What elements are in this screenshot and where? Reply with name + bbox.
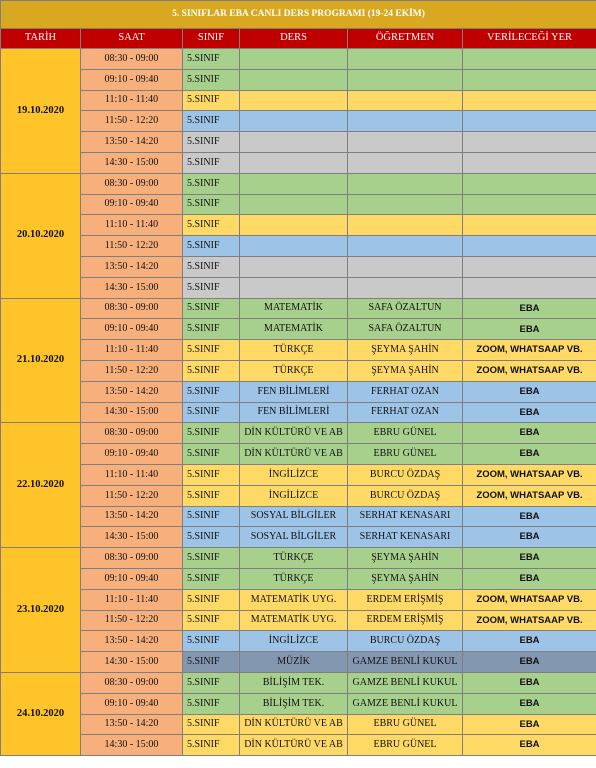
teacher-cell: [348, 90, 463, 111]
lesson-cell: İNGİLİZCE: [240, 631, 348, 652]
lesson-cell: MATEMATİK UYG.: [240, 610, 348, 631]
class-cell: 5.SINIF: [183, 49, 240, 70]
header-class: SINIF: [183, 29, 240, 49]
schedule-row: [1, 277, 596, 298]
place-cell: [463, 90, 596, 111]
lesson-cell: SOSYAL BİLGİLER: [240, 527, 348, 548]
teacher-cell: SAFA ÖZALTUN: [348, 319, 463, 340]
lesson-cell: [240, 90, 348, 111]
place-cell: EBA: [463, 444, 596, 465]
time-cell: 14:30 - 15:00: [81, 735, 183, 756]
class-cell: 5.SINIF: [183, 672, 240, 693]
schedule-row: [1, 589, 596, 610]
lesson-cell: DİN KÜLTÜRÜ VE AB: [240, 714, 348, 735]
lesson-cell: TÜRKÇE: [240, 548, 348, 569]
teacher-cell: GAMZE BENLİ KUKUL: [348, 652, 463, 673]
time-cell: 11:10 - 11:40: [81, 340, 183, 361]
place-cell: EBA: [463, 672, 596, 693]
time-cell: 08:30 - 09:00: [81, 672, 183, 693]
time-cell: 13:50 - 14:20: [81, 381, 183, 402]
teacher-cell: ŞEYMA ŞAHİN: [348, 360, 463, 381]
schedule-row: [1, 340, 596, 361]
teacher-cell: BURCU ÖZDAŞ: [348, 485, 463, 506]
header-date: TARİH: [1, 29, 81, 49]
time-cell: 11:50 - 12:20: [81, 111, 183, 132]
place-cell: ZOOM, WHATSAAP VB.: [463, 589, 596, 610]
lesson-cell: TÜRKÇE: [240, 360, 348, 381]
teacher-cell: EBRU GÜNEL: [348, 423, 463, 444]
schedule-row: [1, 402, 596, 423]
lesson-cell: MATEMATİK: [240, 298, 348, 319]
schedule-row: [1, 444, 596, 465]
teacher-cell: BURCU ÖZDAŞ: [348, 464, 463, 485]
schedule-row: [1, 714, 596, 735]
teacher-cell: [348, 194, 463, 215]
class-cell: 5.SINIF: [183, 485, 240, 506]
teacher-cell: GAMZE BENLİ KUKUL: [348, 693, 463, 714]
time-cell: 09:10 - 09:40: [81, 69, 183, 90]
time-cell: 09:10 - 09:40: [81, 693, 183, 714]
class-cell: 5.SINIF: [183, 568, 240, 589]
class-cell: 5.SINIF: [183, 298, 240, 319]
place-cell: ZOOM, WHATSAAP VB.: [463, 340, 596, 361]
time-cell: 11:50 - 12:20: [81, 236, 183, 257]
lesson-cell: BİLİŞİM TEK.: [240, 672, 348, 693]
schedule-row: [1, 381, 596, 402]
lesson-cell: [240, 215, 348, 236]
class-cell: 5.SINIF: [183, 423, 240, 444]
class-cell: 5.SINIF: [183, 693, 240, 714]
time-cell: 08:30 - 09:00: [81, 548, 183, 569]
place-cell: EBA: [463, 423, 596, 444]
schedule-row: [1, 652, 596, 673]
time-cell: 11:10 - 11:40: [81, 464, 183, 485]
schedule-row: [1, 527, 596, 548]
teacher-cell: BURCU ÖZDAŞ: [348, 631, 463, 652]
schedule-row: [1, 506, 596, 527]
schedule-body: [1, 49, 596, 756]
class-cell: 5.SINIF: [183, 589, 240, 610]
place-cell: EBA: [463, 527, 596, 548]
class-cell: 5.SINIF: [183, 360, 240, 381]
class-cell: 5.SINIF: [183, 69, 240, 90]
lesson-cell: [240, 69, 348, 90]
place-cell: EBA: [463, 298, 596, 319]
place-cell: ZOOM, WHATSAAP VB.: [463, 464, 596, 485]
class-cell: 5.SINIF: [183, 506, 240, 527]
schedule-row: [1, 69, 596, 90]
class-cell: 5.SINIF: [183, 90, 240, 111]
place-cell: EBA: [463, 631, 596, 652]
time-cell: 11:10 - 11:40: [81, 90, 183, 111]
teacher-cell: [348, 256, 463, 277]
teacher-cell: [348, 111, 463, 132]
place-cell: ZOOM, WHATSAAP VB.: [463, 360, 596, 381]
time-cell: 13:50 - 14:20: [81, 132, 183, 153]
date-cell: 24.10.2020: [1, 672, 81, 755]
place-cell: EBA: [463, 735, 596, 756]
time-cell: 13:50 - 14:20: [81, 506, 183, 527]
teacher-cell: FERHAT OZAN: [348, 402, 463, 423]
place-cell: ZOOM, WHATSAAP VB.: [463, 610, 596, 631]
class-cell: 5.SINIF: [183, 277, 240, 298]
class-cell: 5.SINIF: [183, 610, 240, 631]
lesson-cell: MATEMATİK UYG.: [240, 589, 348, 610]
teacher-cell: ERDEM ERİŞMİŞ: [348, 610, 463, 631]
schedule-row: [1, 215, 596, 236]
lesson-cell: [240, 49, 348, 70]
class-cell: 5.SINIF: [183, 527, 240, 548]
lesson-cell: TÜRKÇE: [240, 340, 348, 361]
teacher-cell: SAFA ÖZALTUN: [348, 298, 463, 319]
header-lesson: DERS: [240, 29, 348, 49]
place-cell: [463, 132, 596, 153]
page-title: 5. SINIFLAR EBA CANLI DERS PROGRAMI (19-24 EKİM): [1, 1, 596, 29]
teacher-cell: [348, 173, 463, 194]
place-cell: EBA: [463, 714, 596, 735]
schedule-row: [1, 631, 596, 652]
teacher-cell: [348, 49, 463, 70]
class-cell: 5.SINIF: [183, 444, 240, 465]
teacher-cell: SERHAT KENASARI: [348, 506, 463, 527]
schedule-row: [1, 548, 596, 569]
teacher-cell: [348, 132, 463, 153]
time-cell: 08:30 - 09:00: [81, 173, 183, 194]
time-cell: 09:10 - 09:40: [81, 568, 183, 589]
teacher-cell: [348, 215, 463, 236]
schedule-row: [1, 298, 596, 319]
time-cell: 13:50 - 14:20: [81, 631, 183, 652]
teacher-cell: [348, 152, 463, 173]
schedule-row: [1, 672, 596, 693]
schedule-row: [1, 132, 596, 153]
header-teacher: ÖĞRETMEN: [348, 29, 463, 49]
teacher-cell: EBRU GÜNEL: [348, 735, 463, 756]
place-cell: EBA: [463, 402, 596, 423]
time-cell: 11:50 - 12:20: [81, 485, 183, 506]
class-cell: 5.SINIF: [183, 402, 240, 423]
date-cell: 19.10.2020: [1, 49, 81, 174]
schedule-row: [1, 111, 596, 132]
class-cell: 5.SINIF: [183, 132, 240, 153]
date-cell: 20.10.2020: [1, 173, 81, 298]
place-cell: [463, 194, 596, 215]
teacher-cell: SERHAT KENASARI: [348, 527, 463, 548]
teacher-cell: ŞEYMA ŞAHİN: [348, 568, 463, 589]
time-cell: 14:30 - 15:00: [81, 277, 183, 298]
class-cell: 5.SINIF: [183, 215, 240, 236]
place-cell: [463, 49, 596, 70]
place-cell: [463, 69, 596, 90]
date-cell: 21.10.2020: [1, 298, 81, 423]
lesson-cell: [240, 111, 348, 132]
class-cell: 5.SINIF: [183, 548, 240, 569]
time-cell: 14:30 - 15:00: [81, 402, 183, 423]
time-cell: 11:10 - 11:40: [81, 215, 183, 236]
time-cell: 08:30 - 09:00: [81, 49, 183, 70]
time-cell: 14:30 - 15:00: [81, 152, 183, 173]
header-place: VERİLECEĞİ YER: [463, 29, 596, 49]
place-cell: [463, 215, 596, 236]
lesson-cell: TÜRKÇE: [240, 568, 348, 589]
teacher-cell: FERHAT OZAN: [348, 381, 463, 402]
class-cell: 5.SINIF: [183, 111, 240, 132]
place-cell: EBA: [463, 568, 596, 589]
schedule-row: [1, 610, 596, 631]
lesson-cell: [240, 152, 348, 173]
schedule-row: [1, 464, 596, 485]
lesson-cell: DİN KÜLTÜRÜ VE AB: [240, 423, 348, 444]
time-cell: 11:10 - 11:40: [81, 589, 183, 610]
lesson-cell: [240, 173, 348, 194]
schedule-row: [1, 423, 596, 444]
place-cell: EBA: [463, 506, 596, 527]
class-cell: 5.SINIF: [183, 464, 240, 485]
class-cell: 5.SINIF: [183, 152, 240, 173]
schedule-row: [1, 735, 596, 756]
lesson-cell: FEN BİLİMLERİ: [240, 402, 348, 423]
class-cell: 5.SINIF: [183, 256, 240, 277]
schedule-row: [1, 256, 596, 277]
time-cell: 11:50 - 12:20: [81, 610, 183, 631]
lesson-cell: İNGİLİZCE: [240, 485, 348, 506]
teacher-cell: [348, 236, 463, 257]
schedule-row: [1, 173, 596, 194]
teacher-cell: EBRU GÜNEL: [348, 714, 463, 735]
schedule-row: [1, 49, 596, 70]
lesson-cell: BİLİŞİM TEK.: [240, 693, 348, 714]
teacher-cell: EBRU GÜNEL: [348, 444, 463, 465]
place-cell: ZOOM, WHATSAAP VB.: [463, 485, 596, 506]
lesson-cell: [240, 236, 348, 257]
lesson-cell: DİN KÜLTÜRÜ VE AB: [240, 735, 348, 756]
time-cell: 09:10 - 09:40: [81, 319, 183, 340]
teacher-cell: [348, 277, 463, 298]
teacher-cell: GAMZE BENLİ KUKUL: [348, 672, 463, 693]
class-cell: 5.SINIF: [183, 381, 240, 402]
time-cell: 13:50 - 14:20: [81, 714, 183, 735]
time-cell: 09:10 - 09:40: [81, 194, 183, 215]
lesson-cell: [240, 256, 348, 277]
time-cell: 08:30 - 09:00: [81, 298, 183, 319]
lesson-cell: MÜZİK: [240, 652, 348, 673]
lesson-cell: DİN KÜLTÜRÜ VE AB: [240, 444, 348, 465]
schedule-row: [1, 194, 596, 215]
time-cell: 14:30 - 15:00: [81, 527, 183, 548]
class-cell: 5.SINIF: [183, 173, 240, 194]
schedule-row: [1, 152, 596, 173]
header-time: SAAT: [81, 29, 183, 49]
place-cell: EBA: [463, 652, 596, 673]
lesson-cell: [240, 194, 348, 215]
time-cell: 13:50 - 14:20: [81, 256, 183, 277]
place-cell: EBA: [463, 381, 596, 402]
lesson-cell: FEN BİLİMLERİ: [240, 381, 348, 402]
class-cell: 5.SINIF: [183, 236, 240, 257]
time-cell: 14:30 - 15:00: [81, 652, 183, 673]
schedule-row: [1, 485, 596, 506]
schedule-row: [1, 360, 596, 381]
time-cell: 11:50 - 12:20: [81, 360, 183, 381]
class-cell: 5.SINIF: [183, 340, 240, 361]
class-cell: 5.SINIF: [183, 631, 240, 652]
schedule-row: [1, 693, 596, 714]
place-cell: [463, 173, 596, 194]
place-cell: EBA: [463, 548, 596, 569]
lesson-cell: MATEMATİK: [240, 319, 348, 340]
teacher-cell: [348, 69, 463, 90]
lesson-cell: [240, 132, 348, 153]
schedule-row: [1, 236, 596, 257]
schedule-row: [1, 319, 596, 340]
time-cell: 08:30 - 09:00: [81, 423, 183, 444]
place-cell: EBA: [463, 693, 596, 714]
place-cell: [463, 277, 596, 298]
place-cell: [463, 256, 596, 277]
place-cell: [463, 111, 596, 132]
time-cell: 09:10 - 09:40: [81, 444, 183, 465]
header-row: [1, 29, 596, 49]
lesson-cell: İNGİLİZCE: [240, 464, 348, 485]
place-cell: [463, 152, 596, 173]
class-cell: 5.SINIF: [183, 735, 240, 756]
teacher-cell: ŞEYMA ŞAHİN: [348, 340, 463, 361]
class-cell: 5.SINIF: [183, 194, 240, 215]
lesson-cell: SOSYAL BİLGİLER: [240, 506, 348, 527]
class-cell: 5.SINIF: [183, 652, 240, 673]
lesson-cell: [240, 277, 348, 298]
schedule-row: [1, 568, 596, 589]
teacher-cell: ERDEM ERİŞMİŞ: [348, 589, 463, 610]
teacher-cell: ŞEYMA ŞAHİN: [348, 548, 463, 569]
date-cell: 22.10.2020: [1, 423, 81, 548]
place-cell: [463, 236, 596, 257]
schedule-row: [1, 90, 596, 111]
date-cell: 23.10.2020: [1, 548, 81, 673]
class-cell: 5.SINIF: [183, 714, 240, 735]
class-cell: 5.SINIF: [183, 319, 240, 340]
place-cell: EBA: [463, 319, 596, 340]
